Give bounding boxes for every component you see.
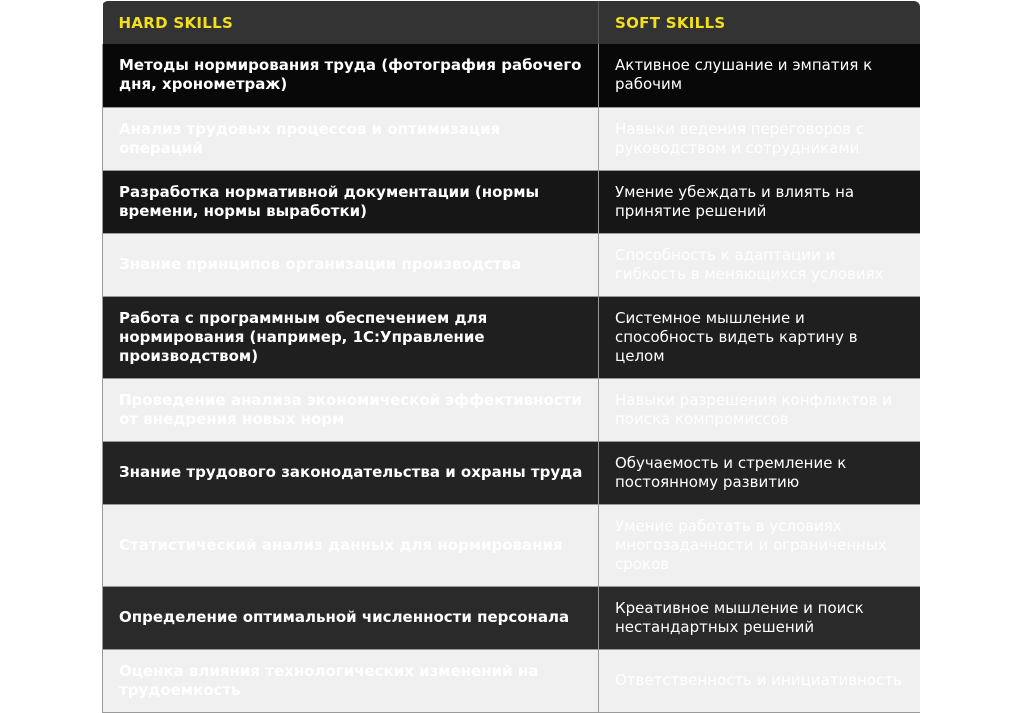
soft-skill-cell: Креативное мышление и поиск нестандартных решений <box>599 586 921 649</box>
table-row <box>103 378 921 441</box>
table-row <box>103 170 921 233</box>
soft-skill-cell: Умение работать в условиях многозадачности и ограниченных сроков <box>599 504 921 586</box>
table-row <box>103 107 921 170</box>
soft-skill-cell: Навыки разрешения конфликтов и поиска компромиссов <box>599 378 921 441</box>
hard-skill-cell: Проведение анализа экономической эффективности от внедрения новых норм <box>103 378 599 441</box>
table-row <box>103 649 921 712</box>
table-row <box>103 296 921 378</box>
hard-skill-cell: Анализ трудовых процессов и оптимизация операций <box>103 107 599 170</box>
hard-skill-cell: Определение оптимальной численности персонала <box>103 586 599 649</box>
table-header-row <box>103 1 921 44</box>
soft-skill-cell: Обучаемость и стремление к постоянному развитию <box>599 441 921 504</box>
table-row <box>103 586 921 649</box>
table-row <box>103 233 921 296</box>
table-row <box>103 441 921 504</box>
table-row <box>103 44 921 107</box>
soft-skill-cell: Активное слушание и эмпатия к рабочим <box>599 44 921 107</box>
skills-table <box>102 1 920 713</box>
skills-table-container <box>102 1 920 713</box>
soft-skill-cell: Системное мышление и способность видеть картину в целом <box>599 296 921 378</box>
table-row <box>103 504 921 586</box>
soft-skill-cell: Навыки ведения переговоров с руководством и сотрудниками <box>599 107 921 170</box>
hard-skill-cell: Знание принципов организации производства <box>103 233 599 296</box>
hard-skill-cell: Работа с программным обеспечением для нормирования (например, 1С:Управление производством) <box>103 296 599 378</box>
hard-skill-cell: Знание трудового законодательства и охраны труда <box>103 441 599 504</box>
soft-skill-cell: Способность к адаптации и гибкость в меняющихся условиях <box>599 233 921 296</box>
hard-skill-cell: Оценка влияния технологических изменений на трудоемкость <box>103 649 599 712</box>
soft-skill-cell: Умение убеждать и влиять на принятие решений <box>599 170 921 233</box>
hard-skill-cell: Статистический анализ данных для нормирования <box>103 504 599 586</box>
hard-skill-cell: Методы нормирования труда (фотография рабочего дня, хронометраж) <box>103 44 599 107</box>
hard-skills-header: HARD SKILLS <box>103 1 599 44</box>
soft-skills-header: SOFT SKILLS <box>599 1 921 44</box>
hard-skill-cell: Разработка нормативной документации (нормы времени, нормы выработки) <box>103 170 599 233</box>
soft-skill-cell: Ответственность и инициативность <box>599 649 921 712</box>
